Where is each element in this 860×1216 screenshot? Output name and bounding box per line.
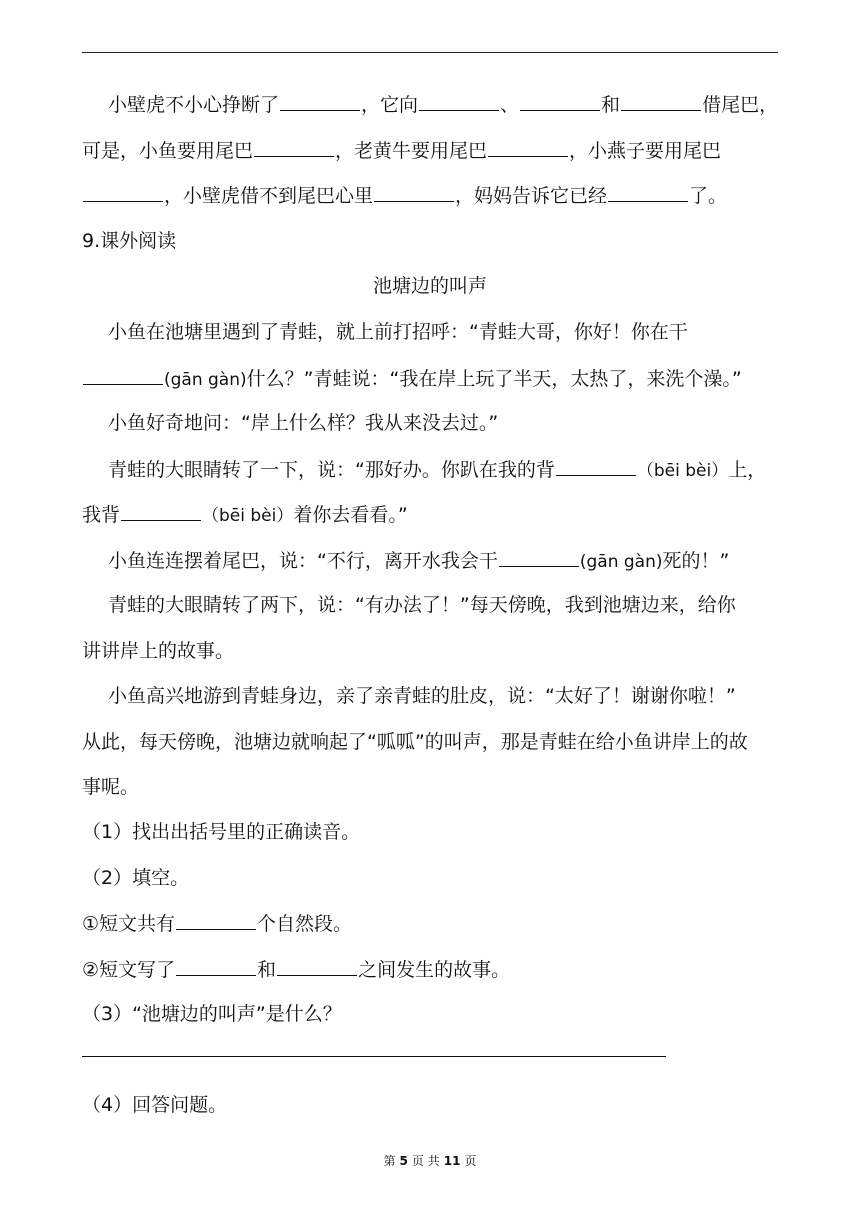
answer-blank[interactable] <box>254 138 334 157</box>
header-rule <box>82 52 778 53</box>
text: 借尾巴， <box>702 94 779 116</box>
question-3: （3）“池塘边的叫声”是什么？ <box>82 1003 342 1025</box>
text: 和 <box>257 959 277 981</box>
text: ，它向 <box>361 94 419 116</box>
text: 页 <box>464 1154 477 1168</box>
question-9-heading: 9.课外阅读 <box>82 230 177 252</box>
story-p6-line2: 从此，每天傍晚，池塘边就响起了“呱呱”的叫声，那是青蛙在给小鱼讲岸上的故 <box>82 731 748 753</box>
text: 上， <box>728 459 767 481</box>
para1-line2 <box>82 138 721 163</box>
page-total: 11 <box>443 1154 461 1168</box>
question-2-b <box>82 957 510 982</box>
text: 青蛙的大眼睛转了一下，说：“那好办。你趴在我的背 <box>108 459 555 481</box>
text: 什么？”青蛙说：“我在岸上玩了半天，太热了，来洗个澡。” <box>246 368 742 390</box>
para1-line1 <box>108 92 778 117</box>
story-p1-line1: 小鱼在池塘里遇到了青蛙，就上前打招呼：“青蛙大哥，你好！你在干 <box>108 321 688 343</box>
pinyin-options: (gān gàn) <box>164 370 247 390</box>
text: 死的！” <box>662 550 730 572</box>
text: 之间发生的故事。 <box>358 959 511 981</box>
story-p1-line2 <box>82 366 742 392</box>
answer-blank[interactable] <box>608 183 688 202</box>
para1-line3 <box>82 183 727 208</box>
answer-blank[interactable] <box>488 138 568 157</box>
text: 着你去看看。” <box>293 504 408 526</box>
pinyin-options: （bēi bèi） <box>636 461 729 481</box>
answer-blank[interactable] <box>277 957 357 976</box>
text: 可是，小鱼要用尾巴 <box>82 140 254 162</box>
story-p2: 小鱼好奇地问：“岸上什么样？我从来没去过。” <box>108 412 499 434</box>
text: 和 <box>601 94 621 116</box>
story-title: 池塘边的叫声 <box>372 275 487 297</box>
text: 页 共 <box>411 1154 440 1168</box>
text: 我背 <box>82 504 121 526</box>
text: 小壁虎不小心挣断了 <box>108 94 280 116</box>
answer-blank[interactable] <box>621 92 701 111</box>
answer-blank[interactable] <box>419 92 499 111</box>
answer-blank[interactable] <box>121 502 201 521</box>
question-1: （1）找出出括号里的正确读音。 <box>82 821 361 843</box>
text: ，小壁虎借不到尾巴心里 <box>164 185 374 207</box>
text: 了。 <box>689 185 728 207</box>
answer-blank[interactable] <box>374 183 454 202</box>
answer-blank[interactable] <box>83 183 163 202</box>
answer-blank[interactable] <box>556 457 636 476</box>
text: ②短文写了 <box>82 959 176 981</box>
question-4: （4）回答问题。 <box>82 1094 228 1116</box>
text: ①短文共有 <box>82 913 176 935</box>
story-p3-line2 <box>82 502 408 528</box>
story-p3-line1 <box>108 457 766 483</box>
text: ，老黄牛要用尾巴 <box>335 140 488 162</box>
text: 个自然段。 <box>257 913 353 935</box>
text: 小鱼连连摆着尾巴，说：“不行，离开水我会干 <box>108 550 498 572</box>
text: 、 <box>500 94 520 116</box>
answer-blank[interactable] <box>280 92 360 111</box>
page-number: 5 <box>399 1154 408 1168</box>
question-2: （2）填空。 <box>82 867 190 889</box>
answer-line[interactable] <box>82 1056 666 1057</box>
pinyin-options: （bēi bèi） <box>202 506 294 526</box>
text: ，妈妈告诉它已经 <box>455 185 608 207</box>
story-p5-line2: 讲讲岸上的故事。 <box>82 640 235 662</box>
answer-blank[interactable] <box>176 911 256 930</box>
story-p4 <box>108 548 729 574</box>
answer-blank[interactable] <box>83 366 163 385</box>
answer-blank[interactable] <box>176 957 256 976</box>
story-p5-line1: 青蛙的大眼睛转了两下，说：“有办法了！”每天傍晚，我到池塘边来，给你 <box>108 594 736 616</box>
answer-blank[interactable] <box>499 548 579 567</box>
page-footer <box>0 1152 860 1169</box>
answer-blank[interactable] <box>520 92 600 111</box>
text: 第 <box>383 1154 396 1168</box>
story-p6-line1: 小鱼高兴地游到青蛙身边，亲了亲青蛙的肚皮，说：“太好了！谢谢你啦！” <box>108 685 736 707</box>
pinyin-options: (gān gàn) <box>579 552 663 572</box>
story-p6-line3: 事呢。 <box>82 776 140 798</box>
text: ，小燕子要用尾巴 <box>569 140 722 162</box>
question-2-a <box>82 911 352 936</box>
